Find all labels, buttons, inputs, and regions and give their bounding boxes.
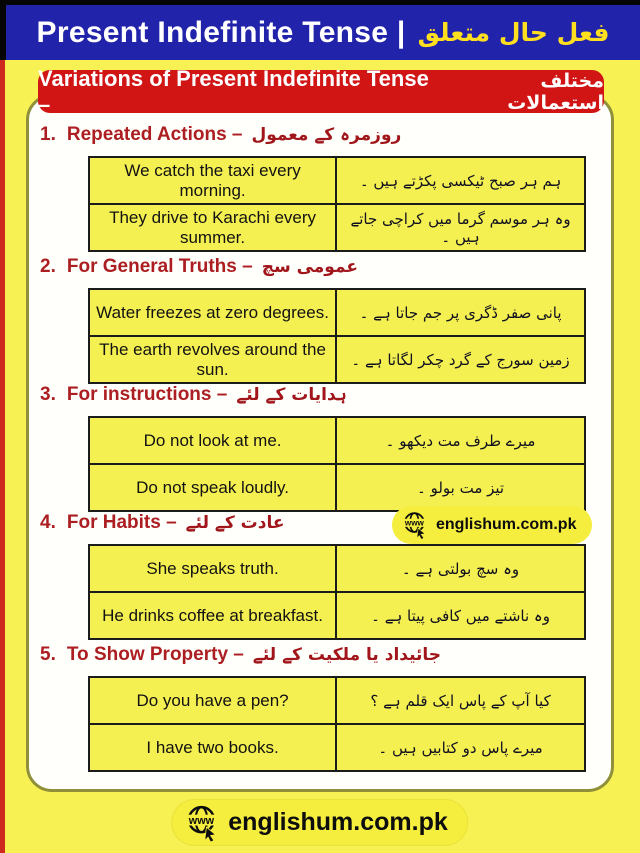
website-url: englishum.com.pk [228, 808, 448, 836]
section-title: Repeated Actions – [66, 124, 243, 145]
variations-banner [38, 65, 604, 117]
section-heading [40, 124, 600, 146]
section-number: 5. [40, 644, 56, 665]
examples-table [88, 416, 586, 512]
example-urdu: پانی صفر ڈگری پر جم جاتا ہے ۔ [336, 289, 585, 336]
page-title: Present Indefinite Tense | [36, 15, 406, 49]
example-urdu: ہم ہر صبح ٹیکسی پکڑتے ہیں ۔ [336, 157, 585, 204]
table-row [89, 677, 585, 724]
section-title-urdu: عادت کے لئے [185, 513, 285, 533]
section-show-property [40, 644, 600, 772]
page-title-urdu: فعل حال متعلق [417, 18, 610, 47]
left-edge-accent [0, 60, 5, 853]
example-english: Do not look at me. [89, 417, 336, 464]
example-english: They drive to Karachi every summer. [89, 204, 336, 251]
example-urdu: میرے پاس دو کتابیں ہیں ۔ [336, 724, 585, 771]
example-english: Do you have a pen? [89, 677, 336, 724]
example-english: Water freezes at zero degrees. [89, 289, 336, 336]
section-number: 3. [40, 384, 56, 405]
section-title-urdu: عمومی سچ [261, 257, 358, 277]
section-title-urdu: ہدایات کے لئے [236, 385, 347, 405]
examples-table [88, 544, 586, 640]
table-row [89, 289, 585, 336]
example-urdu: کیا آپ کے پاس ایک قلم ہے ؟ [336, 677, 585, 724]
banner-title: Variations of Present Indefinite Tense – [38, 65, 429, 117]
example-english: The earth revolves around the sun. [89, 336, 336, 383]
section-instructions [40, 384, 600, 512]
website-url: englishum.com.pk [436, 516, 577, 533]
table-row [89, 724, 585, 771]
section-title: To Show Property – [66, 644, 244, 665]
website-watermark [392, 506, 592, 544]
example-urdu: زمین سورج کے گرد چکر لگاتا ہے ۔ [336, 336, 585, 383]
section-habits [40, 512, 600, 640]
section-title-urdu: جائیداد یا ملکیت کے لئے [252, 645, 442, 665]
section-number: 1. [40, 124, 56, 145]
title-bar [0, 0, 640, 60]
section-heading [40, 256, 600, 278]
table-row [89, 417, 585, 464]
examples-table [88, 156, 586, 252]
example-english: I have two books. [89, 724, 336, 771]
section-title-urdu: روزمرہ کے معمول [251, 125, 402, 145]
section-title: For instructions – [66, 384, 228, 405]
banner-title-urdu: مختلف استعمالات [507, 69, 604, 114]
section-number: 4. [40, 512, 56, 533]
example-urdu: وہ ناشتے میں کافی پیتا ہے ۔ [336, 592, 585, 639]
example-english: Do not speak loudly. [89, 464, 336, 511]
section-heading [40, 644, 600, 666]
table-row [89, 545, 585, 592]
section-repeated-actions [40, 124, 600, 252]
www-globe-icon [400, 510, 430, 540]
section-title: For General Truths – [66, 256, 253, 277]
example-urdu: میرے طرف مت دیکھو ۔ [336, 417, 585, 464]
section-number: 2. [40, 256, 56, 277]
website-logo-footer [171, 799, 468, 846]
table-row [89, 157, 585, 204]
www-globe-icon [182, 803, 222, 843]
example-english: He drinks coffee at breakfast. [89, 592, 336, 639]
examples-table [88, 676, 586, 772]
section-title: For Habits – [66, 512, 177, 533]
example-english: We catch the taxi every morning. [89, 157, 336, 204]
table-row [89, 592, 585, 639]
example-urdu: تیز مت بولو ۔ [336, 464, 585, 511]
section-general-truths [40, 256, 600, 384]
table-row [89, 204, 585, 251]
svg-text:www: www [404, 518, 424, 528]
table-row [89, 336, 585, 383]
svg-text:www: www [188, 814, 215, 827]
example-urdu: وہ ہر موسم گرما میں کراچی جاتے ہیں ۔ [336, 204, 585, 251]
example-urdu: وہ سچ بولتی ہے ۔ [336, 545, 585, 592]
section-heading [40, 384, 600, 406]
example-english: She speaks truth. [89, 545, 336, 592]
examples-table [88, 288, 586, 384]
table-row [89, 464, 585, 511]
